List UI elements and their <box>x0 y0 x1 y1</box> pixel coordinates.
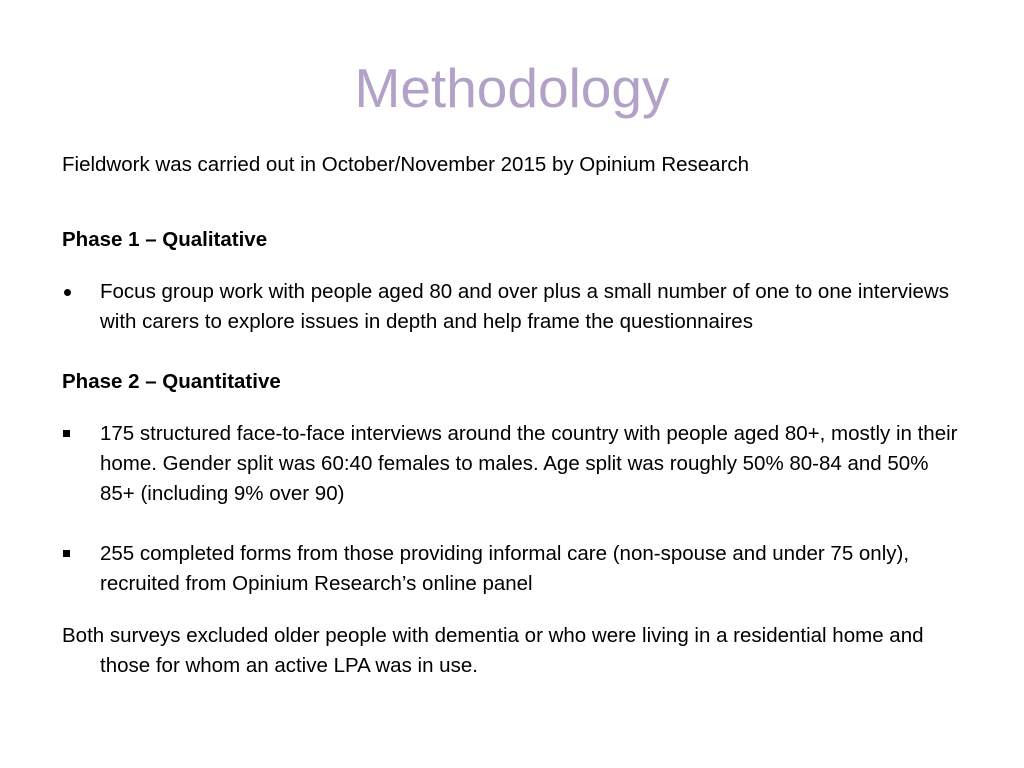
bullet-text: Focus group work with people aged 80 and over plus a small number of one to one interviews with carers to explore issues in depth and help frame the questionnaires <box>100 280 949 333</box>
phase-2-heading: Phase 2 – Quantitative <box>62 370 281 393</box>
slide-title: Methodology <box>354 57 670 119</box>
list-item <box>62 419 962 509</box>
bullet-text: 175 structured face-to-face interviews around the country with people aged 80+, mostly in their home. Gender split was 60:40 females to males. Age split was roughly 50% 80-84 and 50% 85+ (including 9% over 90) <box>100 422 958 505</box>
slide-body <box>62 150 962 681</box>
list-item <box>62 539 962 599</box>
bullet-text: 255 completed forms from those providing informal care (non-spouse and under 75 only), recruited from Opinium Research’s online panel <box>100 542 910 595</box>
phase-1-heading: Phase 1 – Qualitative <box>62 228 268 251</box>
closing-text: Both surveys excluded older people with dementia or who were living in a residential home and those for whom an active LPA was in use. <box>62 624 924 677</box>
intro-text: Fieldwork was carried out in October/November 2015 by Opinium Research <box>62 153 750 176</box>
list-item <box>62 277 962 337</box>
